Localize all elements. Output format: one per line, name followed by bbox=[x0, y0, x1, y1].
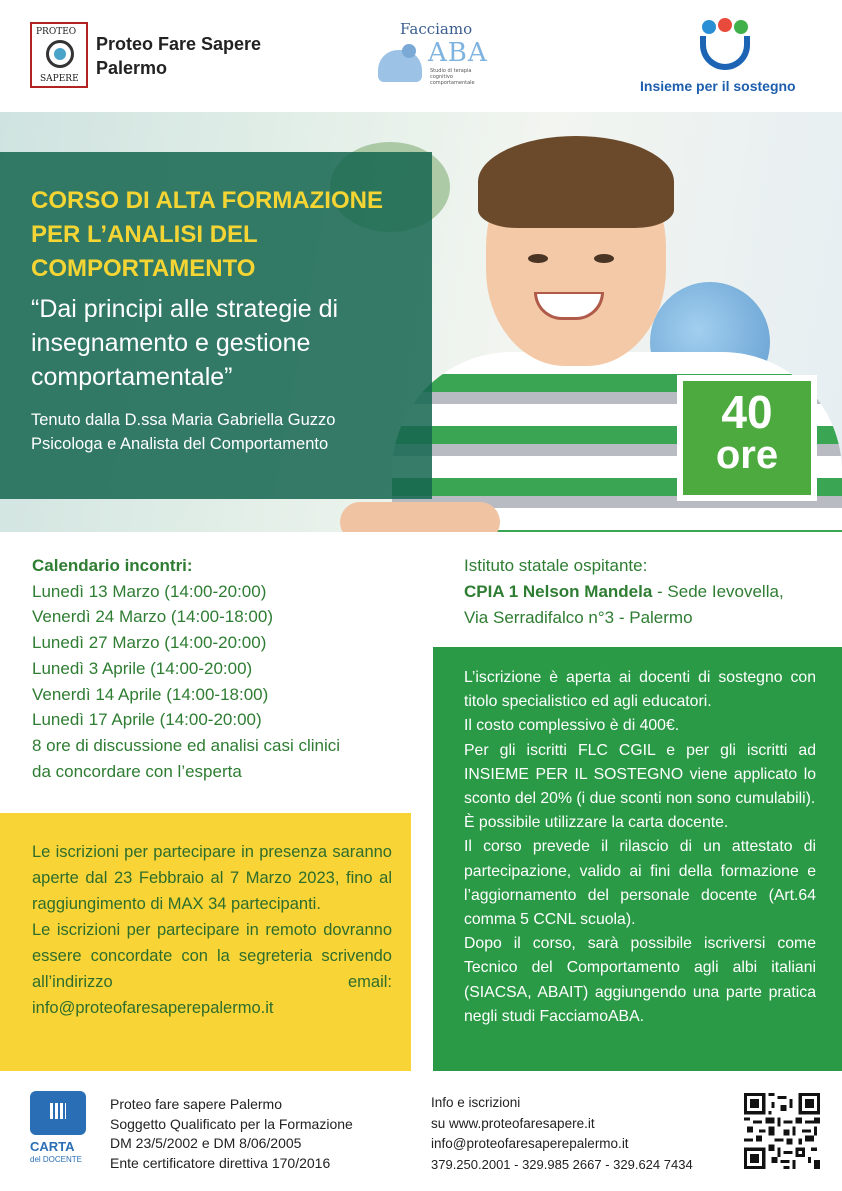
enrollment-in-person: Le iscrizioni per partecipare in presenza saranno aperte dal 23 Febbraio al 7 Marzo 2023, fino al raggiungimento di MAX 34 partecipanti. bbox=[32, 843, 392, 913]
calendar-date: Lunedì 27 Marzo (14:00-20:00) bbox=[32, 633, 267, 653]
aba-child-head-icon bbox=[402, 44, 416, 58]
calendar-date: Venerdì 14 Aprile (14:00-18:00) bbox=[32, 684, 269, 704]
calendar-date: Venerdì 24 Marzo (14:00-18:00) bbox=[32, 607, 273, 627]
calendar-date: Lunedì 13 Marzo (14:00-20:00) bbox=[32, 581, 267, 601]
org-decrees: DM 23/5/2002 e DM 8/06/2005 bbox=[110, 1135, 302, 1151]
calendar-title: Calendario incontri: bbox=[32, 556, 193, 575]
venue-name: CPIA 1 Nelson Mandela bbox=[464, 582, 653, 601]
course-tutor bbox=[31, 408, 431, 456]
venue-address: Via Serradifalco n°3 - Palermo bbox=[464, 608, 693, 627]
child-arm bbox=[340, 502, 500, 532]
contact-email[interactable]: info@proteofaresaperepalermo.it bbox=[431, 1136, 629, 1151]
carta-docente-logo bbox=[30, 1091, 92, 1169]
venue-line bbox=[464, 579, 824, 605]
hours-badge-inner bbox=[683, 381, 811, 495]
card-icon bbox=[30, 1091, 86, 1135]
contact-website[interactable]: su www.proteofaresapere.it bbox=[431, 1115, 595, 1131]
qr-code-icon[interactable] bbox=[744, 1093, 820, 1169]
proteo-city: Palermo bbox=[96, 58, 168, 78]
tutor-role: Psicologa e Analista del Comportamento bbox=[31, 435, 329, 453]
org-name: Proteo fare sapere Palermo bbox=[110, 1096, 282, 1112]
footer-organization bbox=[110, 1095, 353, 1173]
calendar-section bbox=[32, 553, 422, 784]
info-cost: Il costo complessivo è di 400€. bbox=[464, 717, 680, 735]
footer-contact bbox=[431, 1093, 693, 1175]
facciamo-aba-logo bbox=[372, 16, 498, 92]
org-certifier: Ente certificatore direttiva 170/2016 bbox=[110, 1154, 331, 1171]
proteo-logo-bottom-text: SAPERE bbox=[40, 74, 79, 84]
insieme-sostegno-text: Insieme per il sostegno bbox=[640, 78, 796, 94]
venue-sede: - Sede Ievovella, bbox=[652, 582, 784, 601]
info-box bbox=[433, 647, 842, 1071]
carta-logo-title: CARTA bbox=[30, 1139, 75, 1154]
tutor-name: Tenuto dalla D.ssa Maria Gabriella Guzzo bbox=[31, 411, 336, 429]
info-discount: Per gli iscritti FLC CGIL e per gli iscritti ad INSIEME PER IL SOSTEGNO viene applicato lo sconto del 20% (i due sconti non sono cumulabili). bbox=[464, 741, 816, 808]
contact-title: Info e iscrizioni bbox=[431, 1095, 521, 1110]
course-title: CORSO DI ALTA FORMAZIONE PER L’ANALISI DEL COMPORTAMENTO bbox=[31, 187, 383, 282]
org-qualification: Soggetto Qualificato per la Formazione bbox=[110, 1115, 353, 1132]
footer bbox=[0, 1071, 842, 1191]
carta-logo-subtitle: del DOCENTE bbox=[30, 1155, 83, 1164]
child-eye-left bbox=[528, 254, 548, 263]
child-eye-right bbox=[594, 254, 614, 263]
info-eligibility: L’iscrizione è aperta ai docenti di sostegno con titolo specialistico ed agli educatori. bbox=[464, 669, 816, 711]
info-carta-docente: È possibile utilizzare la carta docente. bbox=[464, 814, 729, 832]
enrollment-remote: Le iscrizioni per partecipare in remoto dovranno essere concordate con la segreteria scrivendo all’indirizzo email: info@proteofaresaperepalermo.it bbox=[32, 921, 392, 1017]
calendar-date: Lunedì 17 Aprile (14:00-20:00) bbox=[32, 710, 262, 730]
contact-phones: 379.250.2001 - 329.985 2667 - 329.624 7434 bbox=[431, 1156, 693, 1172]
child-hair bbox=[478, 136, 674, 228]
aba-logo-sub: Studio di terapia cognitivo comportamentale bbox=[430, 68, 475, 86]
aba-logo-top: Facciamo bbox=[400, 20, 473, 38]
proteo-name: Proteo Fare Sapere bbox=[96, 34, 262, 54]
aba-child-icon bbox=[378, 50, 422, 82]
proteo-logo-eye-icon bbox=[54, 48, 66, 60]
hours-number: 40 bbox=[721, 386, 773, 438]
info-text bbox=[464, 666, 816, 1029]
proteo-logo bbox=[30, 22, 88, 88]
enrollment-text bbox=[32, 839, 392, 1021]
insieme-sostegno-logo bbox=[636, 16, 816, 96]
header bbox=[0, 0, 842, 112]
aba-logo-main: ABA bbox=[428, 38, 488, 68]
calendar-date: Lunedì 3 Aprile (14:00-20:00) bbox=[32, 658, 253, 678]
hours-badge bbox=[677, 375, 817, 501]
people-heart-icon bbox=[698, 18, 752, 70]
hours-unit: ore bbox=[715, 433, 779, 477]
calendar-note: da concordare con l’esperta bbox=[32, 761, 242, 781]
hero-banner bbox=[0, 112, 842, 532]
info-certificate: Il corso prevede il rilascio di un attestato di partecipazione, valido ai fini della formazione e l’aggiornamento del personale docente (Art.64 comma 5 CCNL scuola). bbox=[464, 838, 816, 929]
calendar-note: 8 ore di discussione ed analisi casi clinici bbox=[32, 735, 341, 755]
enrollment-box bbox=[0, 813, 411, 1071]
proteo-logo-top-text: PROTEO bbox=[36, 27, 77, 37]
venue-section bbox=[464, 553, 824, 631]
course-subtitle: “Dai principi alle strategie di insegnamento e gestione comportamentale” bbox=[31, 295, 339, 391]
venue-title: Istituto statale ospitante: bbox=[464, 556, 648, 575]
info-after-course: Dopo il corso, sarà possibile iscriversi come Tecnico del Comportamento agli albi italiani (SIACSA, ABAIT) aggiungendo una parte pratica negli studi FacciamoABA. bbox=[464, 935, 816, 1025]
